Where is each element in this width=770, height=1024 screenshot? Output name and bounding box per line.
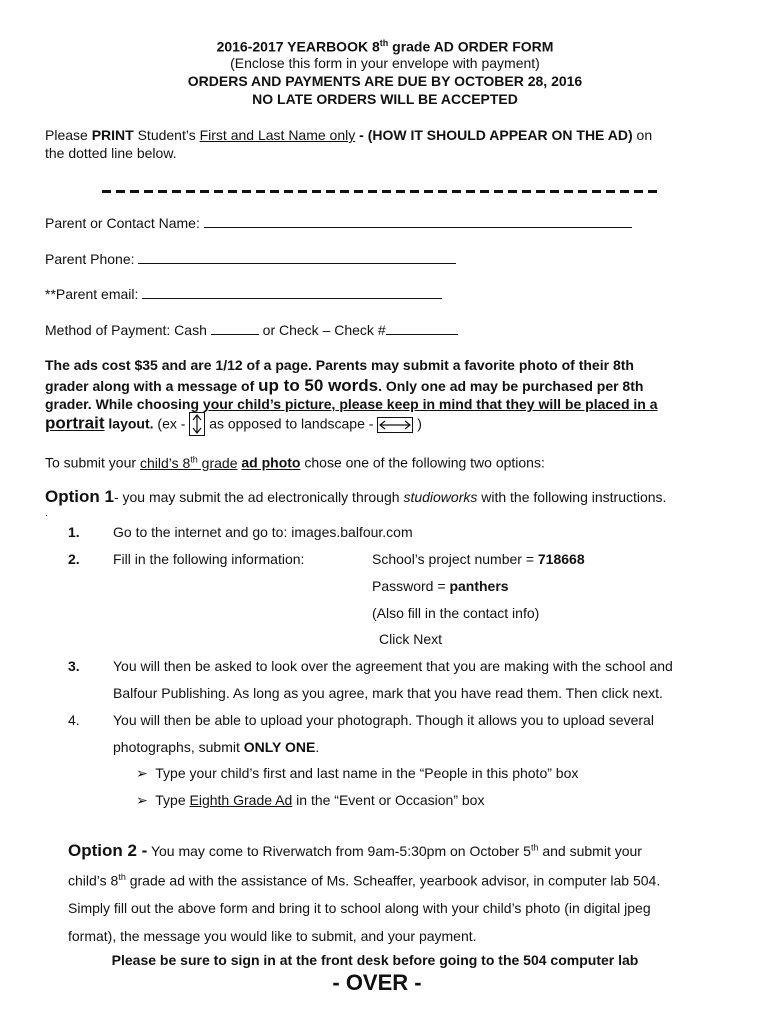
option-2-line-2: child’s 8th grade ad with the assistance of Ms. Scheaffer, yearbook advisor, in computer lab 504. (68, 872, 661, 889)
cost-line-2: grader along with a message of up to 50 words. Only one ad may be purchased per 8th (45, 376, 644, 395)
cost-line-1: The ads cost $35 and are 1/12 of a page. Parents may submit a favorite photo of their 8th (45, 357, 634, 373)
payment-method-label: Method of Payment: Cash (45, 322, 207, 338)
contact-info-note: (Also fill in the contact info) (372, 605, 540, 621)
step-3-number: 3. (68, 658, 80, 674)
step-3-text-line2: Balfour Publishing. As long as you agree, mark that you have read them. Then click next. (113, 685, 663, 701)
parent-email-label: **Parent email: (45, 286, 139, 302)
option-2-line-4: format), the message you would like to submit, and your payment. (68, 928, 477, 944)
step-1-number: 1. (68, 524, 80, 540)
cost-line-3: grader. While choosing your child’s picture, please keep in mind that they will be placed in a (45, 396, 658, 412)
parent-phone-label: Parent Phone: (45, 251, 135, 267)
student-name-dotted-line[interactable] (102, 190, 662, 193)
over-notice: - OVER - (332, 970, 422, 995)
parent-contact-label: Parent or Contact Name: (45, 215, 200, 231)
print-instructions-line2: the dotted line below. (45, 145, 177, 161)
parent-email-input[interactable] (142, 286, 442, 299)
step-4-text: You will then be able to upload your photograph. Though it allows you to upload several (113, 712, 654, 728)
parent-contact-input[interactable] (204, 215, 632, 228)
click-next-note: Click Next (379, 631, 443, 647)
cash-input[interactable] (211, 322, 259, 335)
list-item: ➢ Type Eighth Grade Ad in the “Event or Occasion” box (136, 792, 485, 808)
payment-method-field (45, 322, 458, 338)
no-late-notice: NO LATE ORDERS WILL BE ACCEPTED (252, 91, 518, 107)
submit-instructions: To submit your child’s 8th grade ad photo chose one of the following two options: (45, 454, 545, 471)
print-instructions: Please PRINT Student’s First and Last Name only - (HOW IT SHOULD APPEAR ON THE AD) on (45, 127, 653, 143)
project-number: School’s project number = 718668 (372, 551, 585, 567)
step-3-text: You will then be asked to look over the agreement that you are making with the school and (113, 658, 673, 674)
arrow-bullet-icon: ➢ (136, 792, 148, 808)
portrait-arrow-icon (189, 412, 205, 436)
check-label: or Check – Check # (262, 322, 386, 338)
list-item: ➢ Type your child’s first and last name in the “People in this photo” box (136, 765, 579, 781)
parent-email-field (45, 286, 442, 302)
parent-phone-input[interactable] (138, 251, 456, 264)
parent-contact-field (45, 215, 632, 231)
option-2-line-3: Simply fill out the above form and bring it to school along with your child’s photo (in digital jpeg (68, 900, 651, 916)
stray-dot: . (45, 508, 48, 519)
due-date-notice: ORDERS AND PAYMENTS ARE DUE BY OCTOBER 28, 2016 (187, 73, 583, 89)
option-2-heading: Option 2 - You may come to Riverwatch from 9am-5:30pm on October 5th and submit your (68, 841, 642, 860)
form-title: 2016-2017 YEARBOOK 8th grade AD ORDER FORM (216, 38, 554, 55)
step-2-text: Fill in the following information: (113, 551, 305, 567)
password: Password = panthers (372, 578, 509, 594)
cost-line-4: portrait layout. (ex - as opposed to landscape - ) (45, 413, 422, 437)
check-number-input[interactable] (386, 322, 458, 335)
arrow-bullet-icon: ➢ (136, 765, 148, 781)
step-2-number: 2. (68, 551, 80, 567)
step-4-number: 4. (68, 712, 80, 728)
option-1-heading: Option 1- you may submit the ad electronically through studioworks with the following instructions. (45, 487, 667, 506)
sign-in-notice: Please be sure to sign in at the front desk before going to the 504 computer lab (111, 952, 639, 968)
enclose-note: (Enclose this form in your envelope with payment) (230, 55, 540, 71)
parent-phone-field (45, 251, 456, 267)
step-1-text: Go to the internet and go to: images.balfour.com (113, 524, 413, 540)
landscape-arrow-icon (377, 417, 413, 433)
step-4-text-line2: photographs, submit ONLY ONE. (113, 739, 320, 755)
